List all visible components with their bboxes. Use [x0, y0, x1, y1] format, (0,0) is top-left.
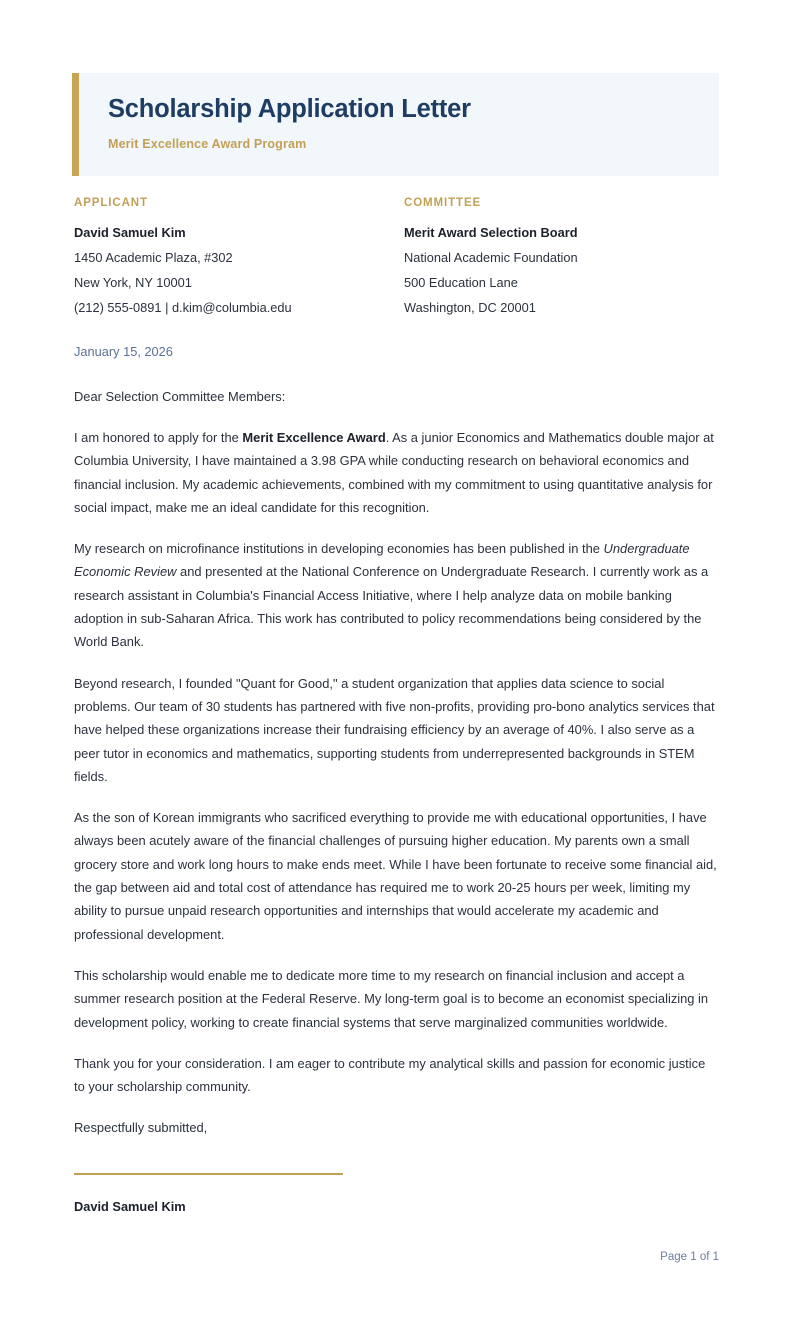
body-paragraph-2: [74, 537, 719, 653]
salutation: Dear Selection Committee Members:: [74, 389, 286, 404]
paragraph-1-text-a: I am honored to apply for the: [74, 430, 243, 445]
body-paragraph-5: This scholarship would enable me to dedicate more time to my research on financial inclusion and accept a summer research position at the Federal Reserve. My long-term goal is to become an economist specializing in development policy, working to create financial systems that serve marginalized communities worldwide.: [74, 967, 709, 1030]
letter-header-inner: [79, 73, 719, 151]
applicant-address-line-2: New York, NY 10001: [74, 275, 192, 290]
signature-name: David Samuel Kim: [74, 1199, 186, 1214]
page-subtitle: Merit Excellence Award Program: [108, 137, 307, 152]
address-row: [74, 197, 719, 320]
paragraph-1-text-b: . As a junior Economics and Mathematics double major at Columbia University, I have maintained a 3.98 GPA while conducting research on behavioral economics and financial inclusion. My academic achievements, combined with my commitment to using quantitative analysis for social impact, make me an ideal candidate for this recognition.: [74, 430, 714, 515]
body-paragraph-4: As the son of Korean immigrants who sacrificed everything to provide me with educational opportunities, I have always been acutely aware of the financial challenges of pursuing higher education. My parents own a small grocery store and work long hours to make ends meet. While I have been fortunate to receive some financial aid, the gap between aid and total cost of attendance has required me to work 20-25 hours per week, limiting my ability to pursue unpaid research opportunities and internships that would accelerate my academic and professional development.: [74, 810, 717, 942]
applicant-contact: (212) 555-0891 | d.kim@columbia.edu: [74, 300, 292, 315]
signature-block: [74, 1173, 474, 1214]
applicant-block: [74, 197, 404, 320]
closing-salutation: Respectfully submitted,: [74, 1120, 208, 1136]
committee-address-line-1: 500 Education Lane: [404, 275, 518, 290]
committee-block: [404, 197, 719, 320]
signature-line: [74, 1173, 343, 1175]
body-paragraph-3: Beyond research, I founded "Quant for Good," a student organization that applies data science to social problems. Our team of 30 students has partnered with five non-profits, providing pro-bono analytics services that have helped these organizations increase their fundraising efficiency by an average of 40%. I also serve as a peer tutor in economics and mathematics, supporting students from underrepresented backgrounds in STEM fields.: [74, 675, 715, 784]
committee-label: COMMITTEE: [404, 197, 482, 209]
page-title: Scholarship Application Letter: [108, 95, 471, 123]
applicant-address-line-1: 1450 Academic Plaza, #302: [74, 250, 233, 265]
letter-body: [74, 385, 719, 1139]
body-paragraph-6: Thank you for your consideration. I am eager to contribute my analytical skills and passion for economic justice to your scholarship community.: [74, 1055, 706, 1095]
paragraph-2-text-b: and presented at the National Conference on Undergraduate Research. I currently work as a research assistant in Columbia's Financial Access Initiative, where I help analyze data on mobile banking adoption in sub-Saharan Africa. This work has contributed to policy recommendations being considered by the World Bank.: [74, 564, 709, 650]
committee-name: Merit Award Selection Board: [404, 225, 578, 240]
committee-address-line-2: Washington, DC 20001: [404, 300, 536, 315]
award-name-emphasis: Merit Excellence Award: [242, 430, 386, 445]
journal-title-emphasis: Undergraduate Economic Review: [74, 541, 690, 580]
paragraph-2-text-a: My research on microfinance institutions in developing economies has been published in the: [74, 541, 604, 557]
committee-organization: National Academic Foundation: [404, 250, 578, 265]
letter-header: [72, 73, 719, 176]
letter-date: January 15, 2026: [74, 344, 173, 359]
page-footer: Page 1 of 1: [660, 1251, 719, 1263]
body-paragraph-1: [74, 426, 719, 519]
applicant-name: David Samuel Kim: [74, 225, 186, 240]
applicant-label: APPLICANT: [74, 197, 148, 209]
